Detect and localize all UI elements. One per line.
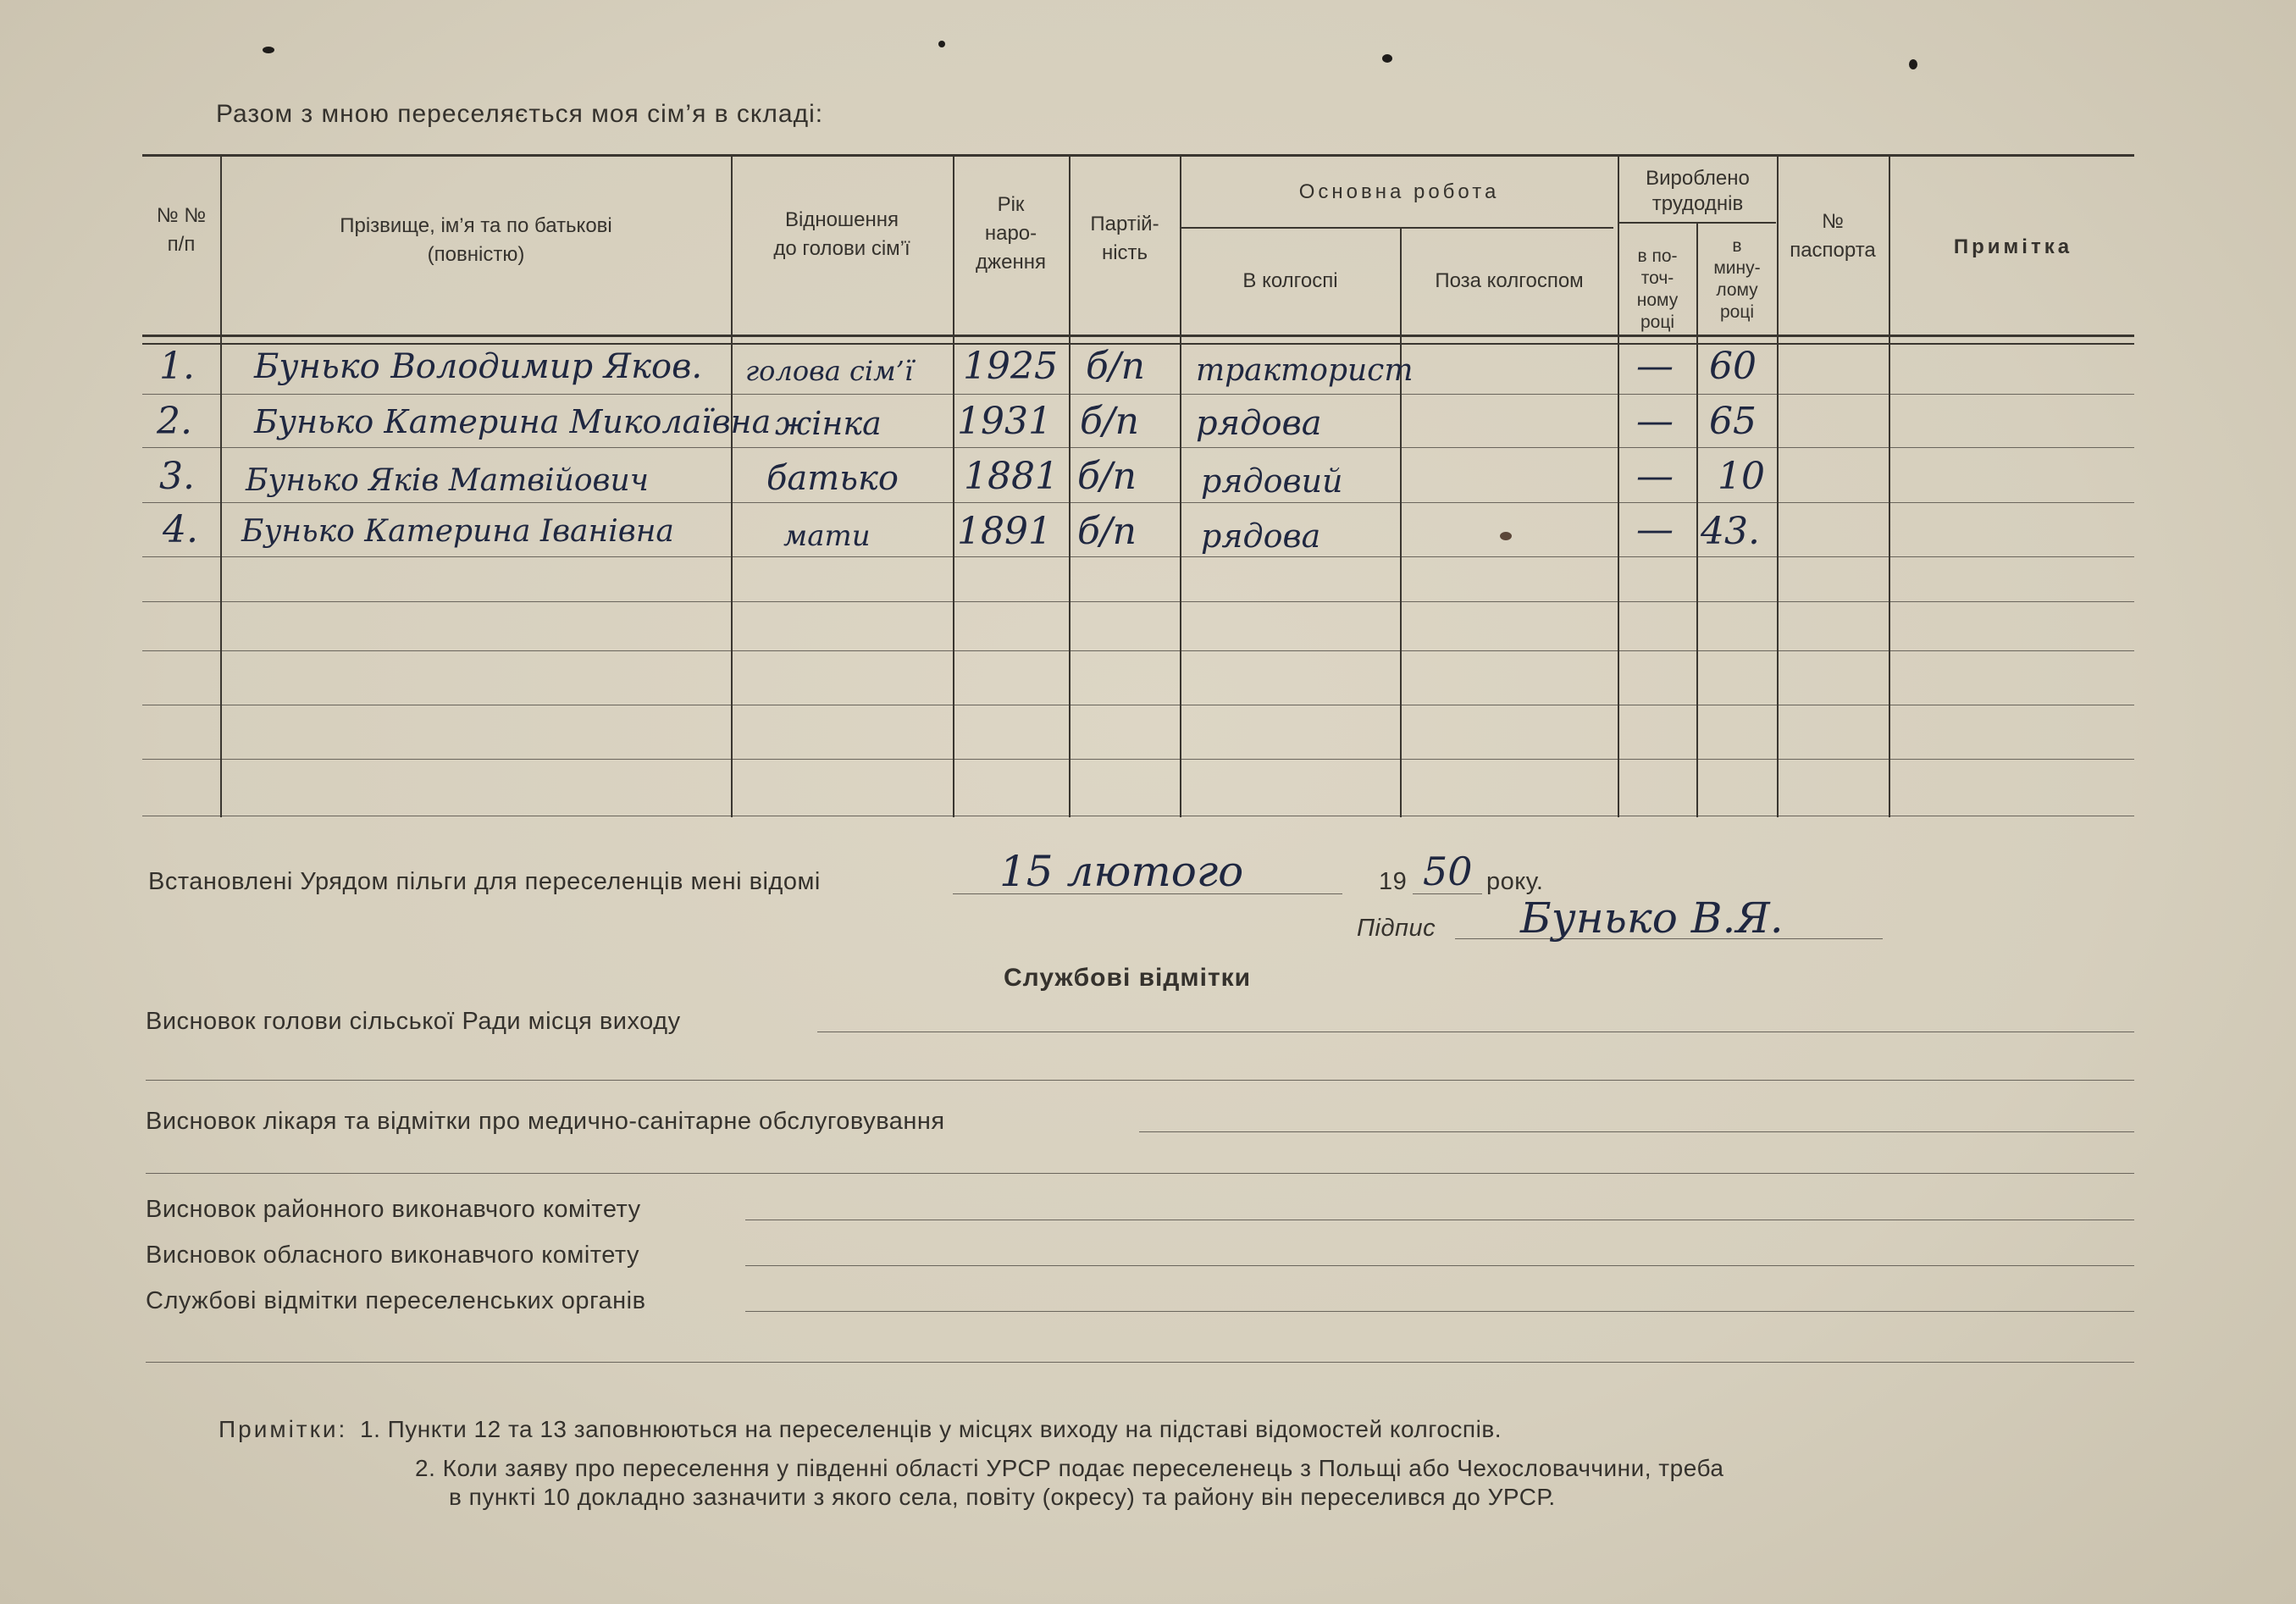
row-current-workdays: —: [1636, 508, 1674, 551]
header-name: Прізвище, ім’я та по батькові (повністю): [340, 214, 612, 266]
row-work: рядова: [1201, 517, 1321, 555]
note-1: 1. Пункти 12 та 13 заповнюються на переселенців у місцях виходу на підставі відомостей колгоспів.: [360, 1416, 1502, 1442]
service-title: Службові відмітки: [1004, 964, 1252, 992]
intro-text: Разом з мною переселяється моя сім’я в складі:: [216, 100, 824, 128]
privileges-label: Встановлені Урядом пільги для переселенців мені відомі: [148, 868, 821, 895]
note-2-continued: в пункті 10 докладно зазначити з якого села, повіту (окресу) та району він переселився до УРСР.: [449, 1484, 1556, 1510]
row-number: 1.: [159, 345, 195, 388]
row-number: 4.: [163, 508, 198, 551]
row-current-workdays: —: [1636, 400, 1674, 443]
row-relation: голова сім’ї: [745, 355, 914, 387]
ink-speck: [1500, 532, 1512, 540]
row-relation: батько: [766, 459, 899, 498]
row-work: рядовий: [1201, 462, 1343, 500]
header-last-year: в мину- лому році: [1713, 236, 1761, 322]
note-2: 2. Коли заяву про переселення у південні області УРСР подає переселенець з Польщі або Чехословаччини, треба: [415, 1455, 1724, 1481]
header-main-work: Основна робота: [1298, 180, 1500, 203]
privileges-date: 15 лютого: [999, 847, 1244, 896]
conclusion-regional-committee: Висновок обласного виконавчого комітету: [146, 1242, 640, 1269]
row-birth-year: 1925: [963, 345, 1058, 388]
row-last-workdays: 65: [1709, 400, 1757, 443]
row-birth-year: 1931: [957, 400, 1052, 443]
signature-label: Підпис: [1357, 915, 1436, 942]
conclusion-village-council: Висновок голови сільської Ради місця виходу: [146, 1008, 681, 1035]
row-name: Бунько Володимир Яков.: [254, 347, 703, 386]
header-party: Партій- ність: [1090, 213, 1159, 264]
conclusion-district-committee: Висновок районного виконавчого комітету: [146, 1196, 641, 1223]
ink-speck: [1382, 54, 1392, 63]
row-last-workdays: 43.: [1701, 510, 1760, 553]
row-name: Бунько Яків Матвійович: [246, 463, 650, 498]
row-number: 3.: [159, 455, 195, 498]
row-last-workdays: 10: [1718, 455, 1765, 498]
header-relation: Відношення до голови сім’ї: [773, 208, 910, 260]
notes-label: Примітки:: [219, 1416, 348, 1442]
header-workdays: Вироблено трудоднів: [1646, 167, 1750, 215]
ink-speck: [1909, 59, 1917, 69]
row-birth-year: 1891: [957, 510, 1052, 553]
row-name: Бунько Катерина Миколаївна: [254, 403, 772, 440]
row-party: б/п: [1077, 510, 1137, 553]
header-outside-kolhosp: Поза колгоспом: [1435, 269, 1584, 292]
year-suffix: року.: [1486, 868, 1544, 895]
header-in-kolhosp: В колгоспі: [1242, 269, 1338, 292]
row-party: б/п: [1080, 400, 1140, 443]
signature-value: Бунько В.Я.: [1520, 893, 1784, 943]
header-number: № № п/п: [156, 204, 207, 256]
header-note: Примітка: [1953, 235, 2073, 258]
ink-speck: [938, 41, 945, 47]
row-relation: жінка: [775, 405, 882, 442]
row-work: тракторист: [1196, 353, 1414, 388]
conclusion-doctor: Висновок лікаря та відмітки про медично-санітарне обслуговування: [146, 1108, 945, 1135]
row-name: Бунько Катерина Іванівна: [241, 514, 674, 549]
row-party: б/п: [1086, 345, 1146, 388]
row-last-workdays: 60: [1709, 345, 1757, 388]
ink-speck: [263, 47, 274, 53]
row-relation: мати: [783, 519, 871, 553]
header-current-year: в по- точ- ному році: [1636, 246, 1679, 332]
year-handwritten: 50: [1423, 849, 1473, 894]
row-number: 2.: [157, 400, 192, 443]
row-party: б/п: [1077, 455, 1137, 498]
row-current-workdays: —: [1636, 345, 1674, 388]
row-birth-year: 1881: [964, 455, 1059, 498]
resettlement-organs-marks: Службові відмітки переселенських органів: [146, 1287, 646, 1314]
year-prefix: 19: [1379, 868, 1408, 895]
row-work: рядова: [1196, 404, 1322, 443]
header-birth-year: Рік наро- дження: [976, 193, 1046, 274]
header-passport: № паспорта: [1790, 210, 1876, 262]
row-current-workdays: —: [1636, 455, 1674, 498]
